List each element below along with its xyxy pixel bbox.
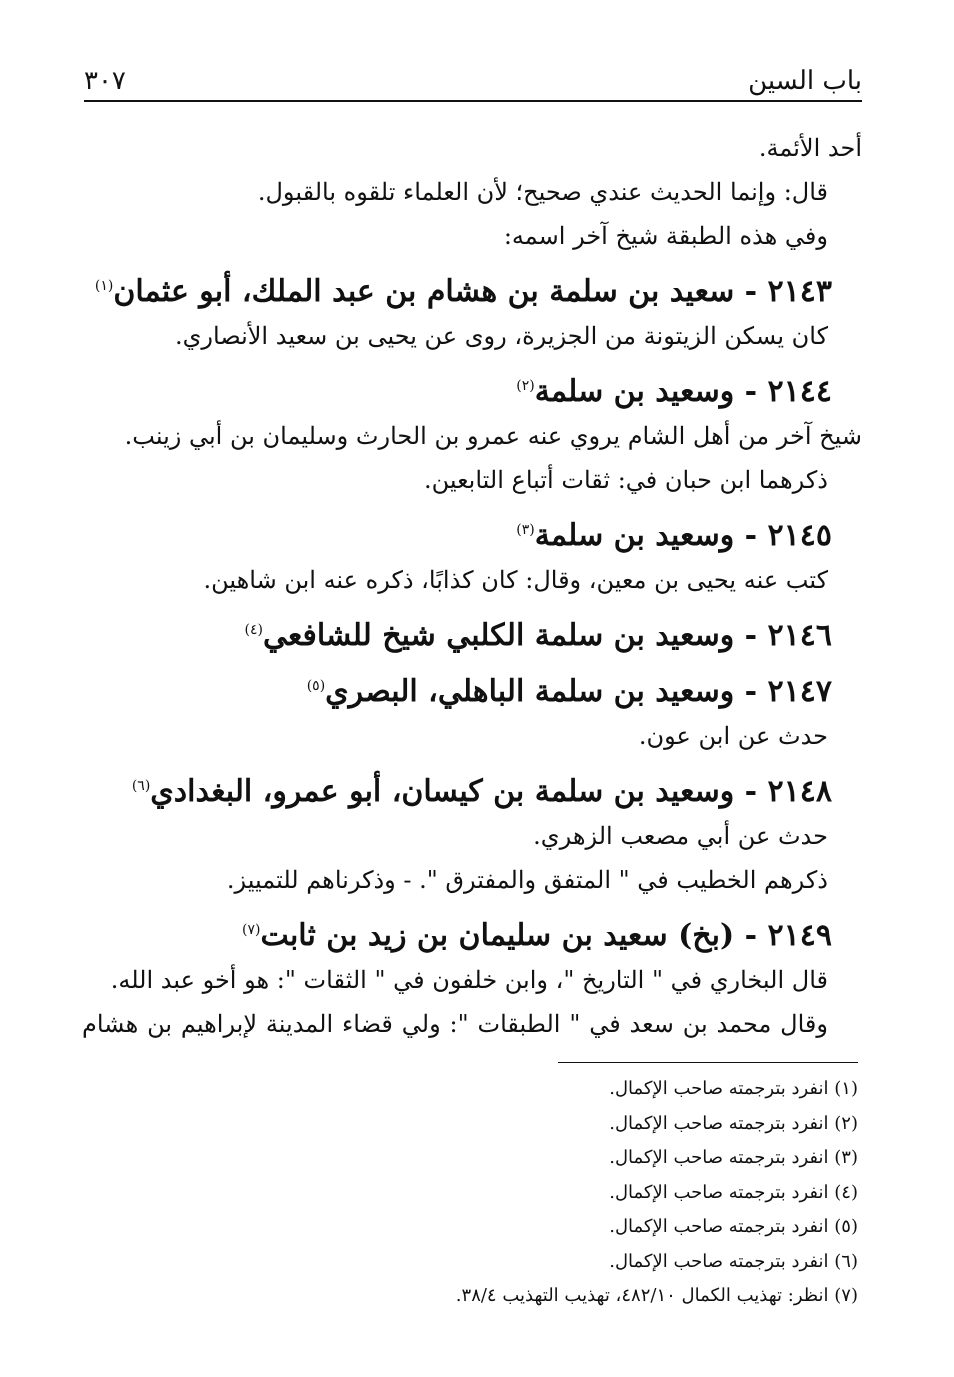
footnote-item: (٤) انفرد بترجمته صاحب الإكمال. [609, 1181, 858, 1203]
text-line: أحد الأئمة. [758, 134, 862, 162]
footnotes [84, 1072, 858, 1314]
footnote-item: (٣) انفرد بترجمته صاحب الإكمال. [609, 1147, 858, 1168]
text-line: حدث عن ابن عون. [638, 722, 828, 750]
footnote-item: (١) انفرد بترجمته صاحب الإكمال. [609, 1078, 858, 1099]
footnote-item: (٦) انفرد بترجمته صاحب الإكمال. [609, 1250, 858, 1272]
text-line: ذكرهما ابن حبان في: ثقات أتباع التابعين. [423, 466, 828, 494]
text-line: كان يسكن الزيتونة من الجزيرة، روى عن يحيى بن سعيد الأنصاري. [174, 322, 828, 350]
footnote-marker: (٣) [516, 522, 535, 538]
chapter-title: باب السين [748, 66, 862, 96]
entry-heading [82, 258, 862, 314]
footnote-marker: (٧) [242, 922, 261, 938]
entry-title: ٢١٤٣ - سعيد بن سلمة بن هشام بن عبد الملك، أبو عثمان [113, 274, 832, 309]
footnote-marker: (٦) [131, 778, 151, 794]
entry-title: ٢١٤٤ - وسعيد بن سلمة [534, 374, 832, 409]
entry-heading [82, 358, 862, 414]
footnote-marker: (٤) [244, 622, 264, 638]
page-header [84, 60, 862, 102]
page-number: ٣٠٧ [84, 66, 126, 96]
main-text [82, 126, 862, 1046]
entry-title: ٢١٤٧ - وسعيد بن سلمة الباهلي، البصري [325, 674, 832, 709]
text-line: وقال محمد بن سعد في " الطبقات ": ولي قضاء المدينة لإبراهيم بن هشام [82, 1010, 828, 1038]
text-line: قال البخاري في " التاريخ "، وابن خلفون في " الثقات ": هو أخو عبد الله. [110, 966, 828, 994]
text-line: شيخ آخر من أهل الشام يروي عنه عمرو بن الحارث وسليمان بن أبي زينب. [124, 422, 862, 450]
footnote-item: (٧) انظر: تهذيب الكمال ٤٨٢/١٠، تهذيب التهذيب ٣٨/٤. [455, 1285, 858, 1306]
text-line: قال: وإنما الحديث عندي صحيح؛ لأن العلماء تلقوه بالقبول. [257, 178, 828, 206]
text-line: ذكرهم الخطيب في " المتفق والمفترق ". - وذكرناهم للتمييز. [226, 866, 828, 894]
text-line: حدث عن أبي مصعب الزهري. [533, 822, 828, 850]
entry-heading [82, 902, 862, 958]
entry-heading [82, 602, 862, 658]
footnote-marker: (١) [94, 278, 114, 294]
footnote-divider [558, 1062, 858, 1063]
footnote-marker: (٥) [306, 678, 326, 694]
entry-title: ٢١٤٦ - وسعيد بن سلمة الكلبي شيخ للشافعي [263, 618, 832, 653]
text-line: وفي هذه الطبقة شيخ آخر اسمه: [503, 222, 828, 250]
footnote-item: (٥) انفرد بترجمته صاحب الإكمال. [609, 1216, 858, 1237]
text-line: كتب عنه يحيى بن معين، وقال: كان كذابًا، ذكره عنه ابن شاهين. [203, 566, 828, 594]
entry-heading [82, 502, 862, 558]
entry-title: ٢١٤٩ - (بخ) سعيد بن سليمان بن زيد بن ثابت [260, 918, 832, 953]
entry-heading [82, 658, 862, 714]
footnote-marker: (٢) [516, 378, 535, 394]
footnote-item: (٢) انفرد بترجمته صاحب الإكمال. [609, 1112, 858, 1134]
entry-heading [82, 758, 862, 814]
entry-title: ٢١٤٨ - وسعيد بن سلمة بن كيسان، أبو عمرو، البغدادي [150, 774, 832, 809]
entry-title: ٢١٤٥ - وسعيد بن سلمة [534, 518, 832, 553]
